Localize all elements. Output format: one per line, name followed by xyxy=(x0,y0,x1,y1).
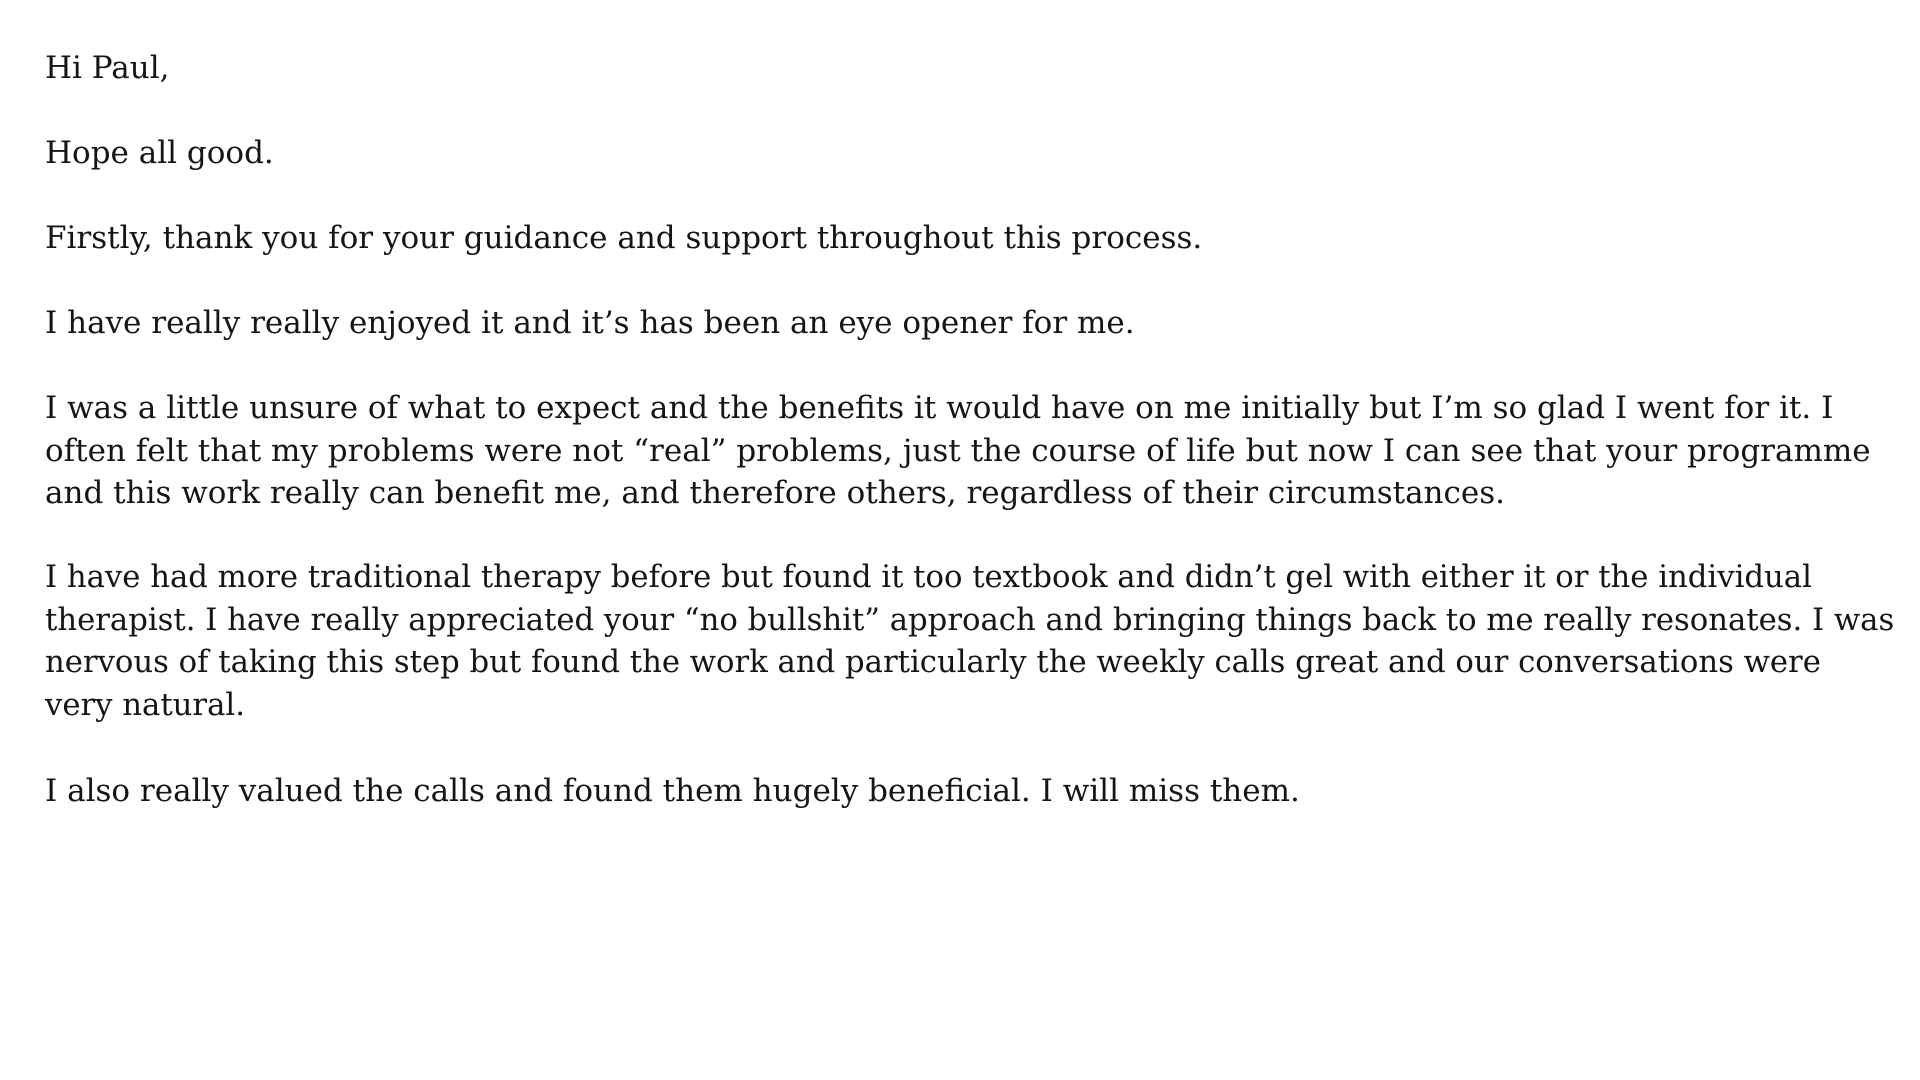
therapy-paragraph xyxy=(45,557,1895,727)
paragraph-line: nervous of taking this step but found the work and particularly the weekly calls great and our conversations were xyxy=(45,645,1821,680)
paragraph-line: I was a little unsure of what to expect and the benefits it would have on me initially but I’m so glad I went for it. I xyxy=(45,390,1834,426)
paragraph-line: I have had more traditional therapy before but found it too textbook and didn’t gel with either it or the individual xyxy=(45,560,1812,595)
thanks-paragraph: Firstly, thank you for your guidance and support throughout this process. xyxy=(45,220,1203,256)
unsure-paragraph xyxy=(45,387,1895,515)
paragraph-line: very natural. xyxy=(45,687,245,723)
letter-body xyxy=(45,47,1895,855)
calls-paragraph: I also really valued the calls and found them hugely beneficial. I will miss them. xyxy=(45,772,1300,809)
paragraph-line: and this work really can benefit me, and therefore others, regardless of their circumstances. xyxy=(45,475,1505,511)
paragraph-line: therapist. I have really appreciated your “no bullshit” approach and bringing things back to me really resonates. I was xyxy=(45,602,1895,638)
paragraph-line: often felt that my problems were not “real” problems, just the course of life but now I can see that your programme xyxy=(45,432,1871,469)
enjoyed-paragraph: I have really really enjoyed it and it’s has been an eye opener for me. xyxy=(45,305,1135,341)
greeting: Hi Paul, xyxy=(45,50,170,86)
opening-line: Hope all good. xyxy=(45,135,274,171)
